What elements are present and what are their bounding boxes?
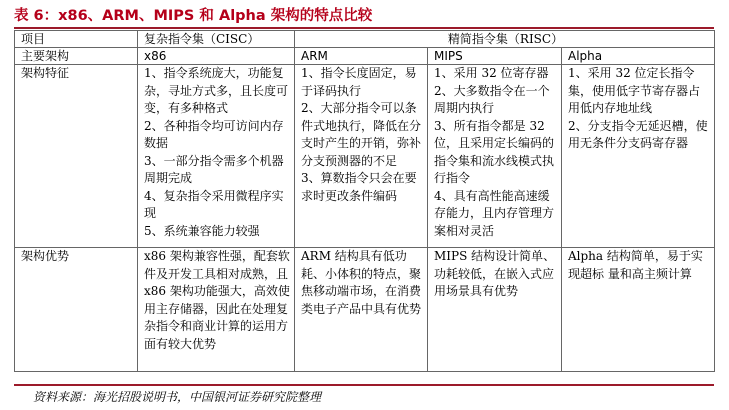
table-header-row — [15, 31, 715, 48]
cell-advantages-alpha: Alpha 结构简单，易于实现超标 量和高主频计算 — [562, 248, 715, 372]
footer-divider — [14, 384, 714, 386]
mips-feature-1: 1、采用 32 位寄存器 — [434, 66, 549, 80]
col-arm: ARM — [295, 48, 428, 65]
arm-feature-3: 3、算数指令只会在要求时更改条件编码 — [301, 171, 417, 203]
mips-feature-3: 3、所有指令都是 32 位，且采用定长编码的指令集和流水线模式执行指令 — [434, 118, 555, 185]
alpha-feature-1: 1、采用 32 位定长指令集，使用低字节寄存器占用低内存地址线 — [568, 66, 701, 115]
col-alpha: Alpha — [562, 48, 715, 65]
cell-features-arm — [295, 65, 428, 248]
mips-feature-2: 2、大多数指令在一个周期内执行 — [434, 83, 550, 115]
header-project: 项目 — [15, 31, 138, 48]
col-x86: x86 — [138, 48, 295, 65]
cell-features-alpha — [562, 65, 715, 248]
cell-advantages-mips: MIPS 结构设计简单、功耗较低，在嵌入式应用场景具有优势 — [428, 248, 562, 372]
source-note: 资料来源：海光招股说明书，中国银河证券研究院整理 — [33, 390, 322, 404]
alpha-feature-2: 2、分支指令无延迟槽，使用无条件分支码寄存器 — [568, 118, 708, 150]
row-label-features: 架构特征 — [15, 65, 138, 248]
row-label-advantages: 架构优势 — [15, 248, 138, 372]
table-subheader-row — [15, 48, 715, 65]
x86-feature-5: 5、系统兼容能力较强 — [144, 223, 260, 238]
table-row-advantages — [15, 248, 715, 372]
cell-features-mips — [428, 65, 562, 248]
title-divider — [14, 27, 714, 29]
col-mips: MIPS — [428, 48, 562, 65]
header-risc: 精简指令集（RISC） — [295, 31, 715, 48]
table-row-features — [15, 65, 715, 248]
x86-feature-4: 4、复杂指令采用微程序实现 — [144, 188, 284, 220]
architecture-comparison-table — [14, 30, 715, 372]
cell-advantages-x86: x86 架构兼容性强，配套软件及开发工具相对成熟，且 x86 架构功能强大，高效使用主存储器，因此在处理复杂指令和商业计算的运用方面有较大优势 — [138, 248, 295, 372]
x86-feature-3: 3、一部分指令需多个机器周期完成 — [144, 153, 284, 185]
header-cisc: 复杂指令集（CISC） — [138, 31, 295, 48]
table-title: 表 6：x86、ARM、MIPS 和 Alpha 架构的特点比较 — [14, 8, 373, 24]
cell-features-x86 — [138, 65, 295, 248]
row-label-main-architecture: 主要架构 — [15, 48, 138, 65]
arm-feature-2: 2、大部分指令可以条件式地执行，降低在分支时产生的开销，弥补分支预测器的不足 — [301, 101, 422, 168]
mips-feature-4: 4、具有高性能高速缓存能力，且内存管理方案相对灵活 — [434, 188, 555, 238]
x86-feature-1: 1、指令系统庞大，功能复杂，寻址方式多，且长度可变，有多种格式 — [144, 66, 289, 115]
arm-feature-1: 1、指令长度固定，易于译码执行 — [301, 66, 417, 98]
cell-advantages-arm: ARM 结构具有低功耗、小体积的特点，聚焦移动端市场，在消费类电子产品中具有优势 — [295, 248, 428, 372]
x86-feature-2: 2、各种指令均可访问内存数据 — [144, 118, 284, 150]
